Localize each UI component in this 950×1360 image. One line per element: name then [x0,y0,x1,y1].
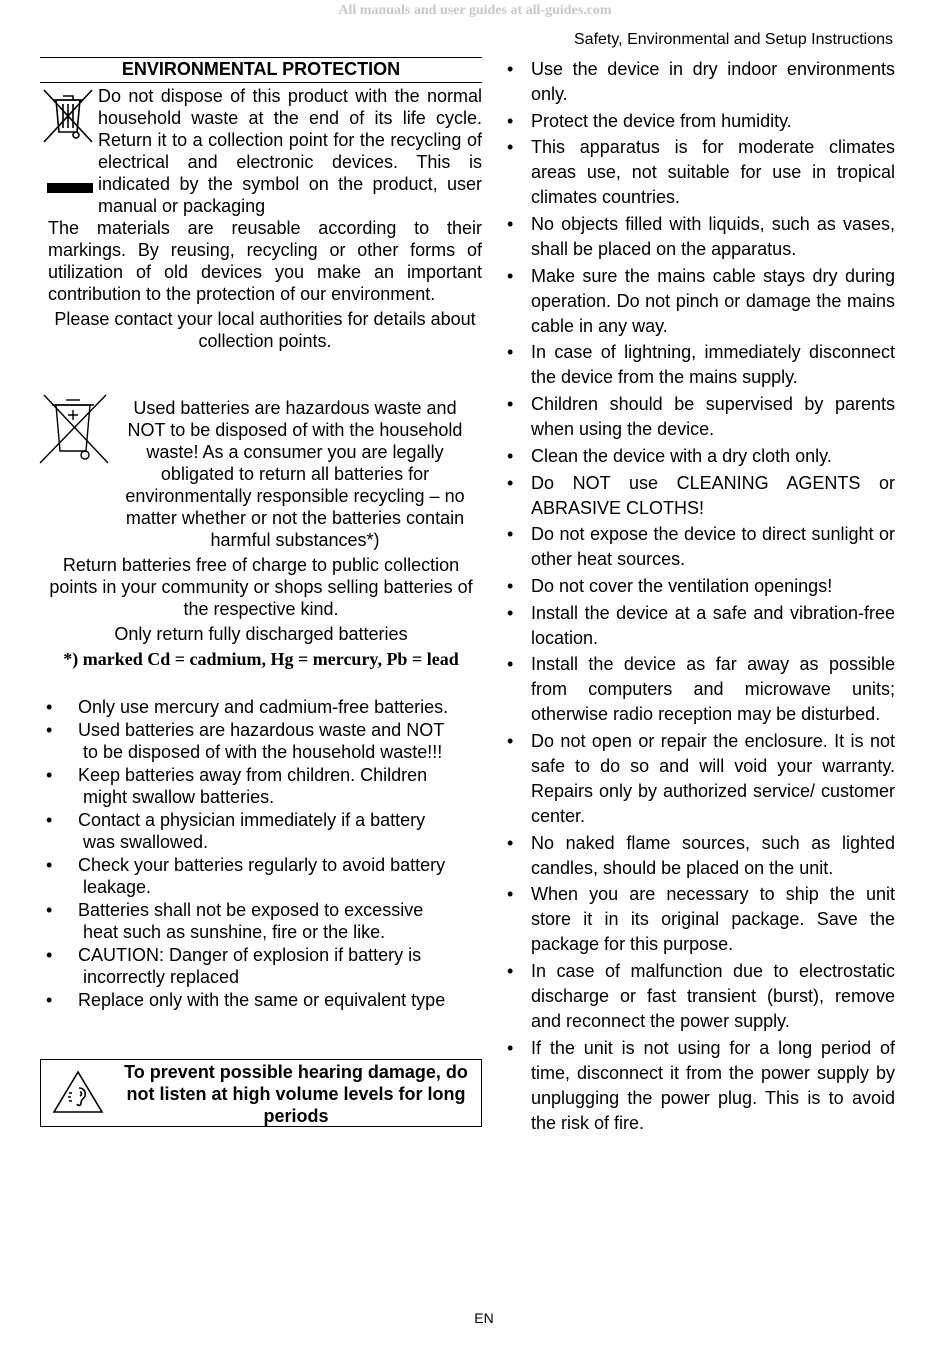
list-item: • If the unit is not using for a long period of time, disconnect it from the power supply by unplugging the power plug. This is to avoid the risk of fire. [507,1037,895,1133]
list-item: • Clean the device with a dry cloth only. [507,445,832,466]
batteries-marked-note: *) marked Cd = cadmium, Hg = mercury, Pb = lead [63,649,459,669]
list-item: • No naked flame sources, such as lighted candles, should be placed on the unit. [507,832,895,878]
left-column [40,57,482,1126]
batteries-intro: Used batteries are hazardous waste and NOT to be disposed of with the household waste! As a consumer you are legally obligated to return all batteries for environmentally responsible recycling – no matter whether or not the batteries contain harmful substances*) [125,398,465,550]
safety-list [503,57,895,1136]
list-item: • Batteries shall not be exposed to excessive heat such as sunshine, fire or the like. [46,900,424,942]
running-head: Safety, Environmental and Setup Instructions [574,31,893,48]
list-item: • Do NOT use CLEANING AGENTS or ABRASIVE CLOTHS! [507,472,895,518]
environmental-body: The materials are reusable according to their markings. By reusing, recycling or other forms of utilization of old devices you make an important contribution to the protection of our environment. [48,218,482,304]
list-item: • Install the device as far away as possible from computers and microwave units; otherwise radio reception may be disturbed. [507,654,895,725]
environmental-section [40,85,482,352]
list-item: • Keep batteries away from children. Children might swallow batteries. [46,765,428,807]
list-item: • Only use mercury and cadmium-free batteries. [46,697,449,717]
list-item: • This apparatus is for moderate climates areas use, not suitable for use in tropical climates countries. [507,137,895,208]
watermark: All manuals and user guides at all-guides.com [338,3,612,18]
page-language: EN [474,1310,494,1326]
weee-marking-bar [47,183,93,193]
environmental-title: ENVIRONMENTAL PROTECTION [40,57,482,83]
list-item: • In case of malfunction due to electrostatic discharge or fast transient (burst), remove and reconnect the power supply. [507,961,895,1031]
list-item: • Use the device in dry indoor environments only. [507,59,895,104]
list-item: • Protect the device from humidity. [507,110,792,131]
list-item: • CAUTION: Danger of explosion if battery is incorrectly replaced [46,945,422,987]
batteries-section [40,397,482,1011]
hearing-warning-box [40,1059,482,1127]
environmental-contact: Please contact your local authorities for details about collection points. [54,309,476,351]
list-item: • No objects filled with liquids, such as vases, shall be placed on the apparatus. [507,214,895,260]
list-item: • Contact a physician immediately if a battery was swallowed. [46,810,426,852]
hearing-warning-icon [51,1069,105,1115]
right-column [503,57,895,1137]
batteries-return: Return batteries free of charge to public collection points in your community or shops selling batteries of the respective kind. [49,555,473,619]
list-item: • Do not open or repair the enclosure. It is not safe to do so and will void your warranty. Repairs only by authorized service/ customer center. [507,730,895,826]
list-item: • In case of lightning, immediately disconnect the device from the mains supply. [507,342,895,388]
list-item: • Install the device at a safe and vibration-free location. [507,602,895,648]
list-item: • Do not expose the device to direct sunlight or other heat sources. [507,524,895,570]
list-item: • Replace only with the same or equivalent type [46,990,446,1010]
list-item: • When you are necessary to ship the unit store it in its original package. Save the package for this purpose. [507,884,895,955]
list-item: • Do not cover the ventilation openings! [507,575,833,596]
hearing-warning-text: To prevent possible hearing damage, do not listen at high volume levels for long periods [124,1062,468,1126]
battery-list [40,696,482,1011]
environmental-intro: Do not dispose of this product with the normal household waste at the end of its life cycle. Return it to a collection point for the recycling of electrical and electronic devices. This is indicated by the symbol on the product, user manual or packaging [98,86,482,216]
list-item: • Children should be supervised by parents when using the device. [507,394,895,440]
batteries-only-discharged: Only return fully discharged batteries [114,624,408,644]
crossed-out-wheelie-bin-icon [42,88,94,144]
list-item: • Used batteries are hazardous waste and NOT to be disposed of with the household waste!!! [46,720,445,762]
list-item: • Make sure the mains cable stays dry during operation. Do not pinch or damage the mains cable in any way. [507,265,895,336]
list-item: • Check your batteries regularly to avoid battery leakage. [46,855,446,897]
crossed-out-battery-bin-icon [38,391,110,469]
